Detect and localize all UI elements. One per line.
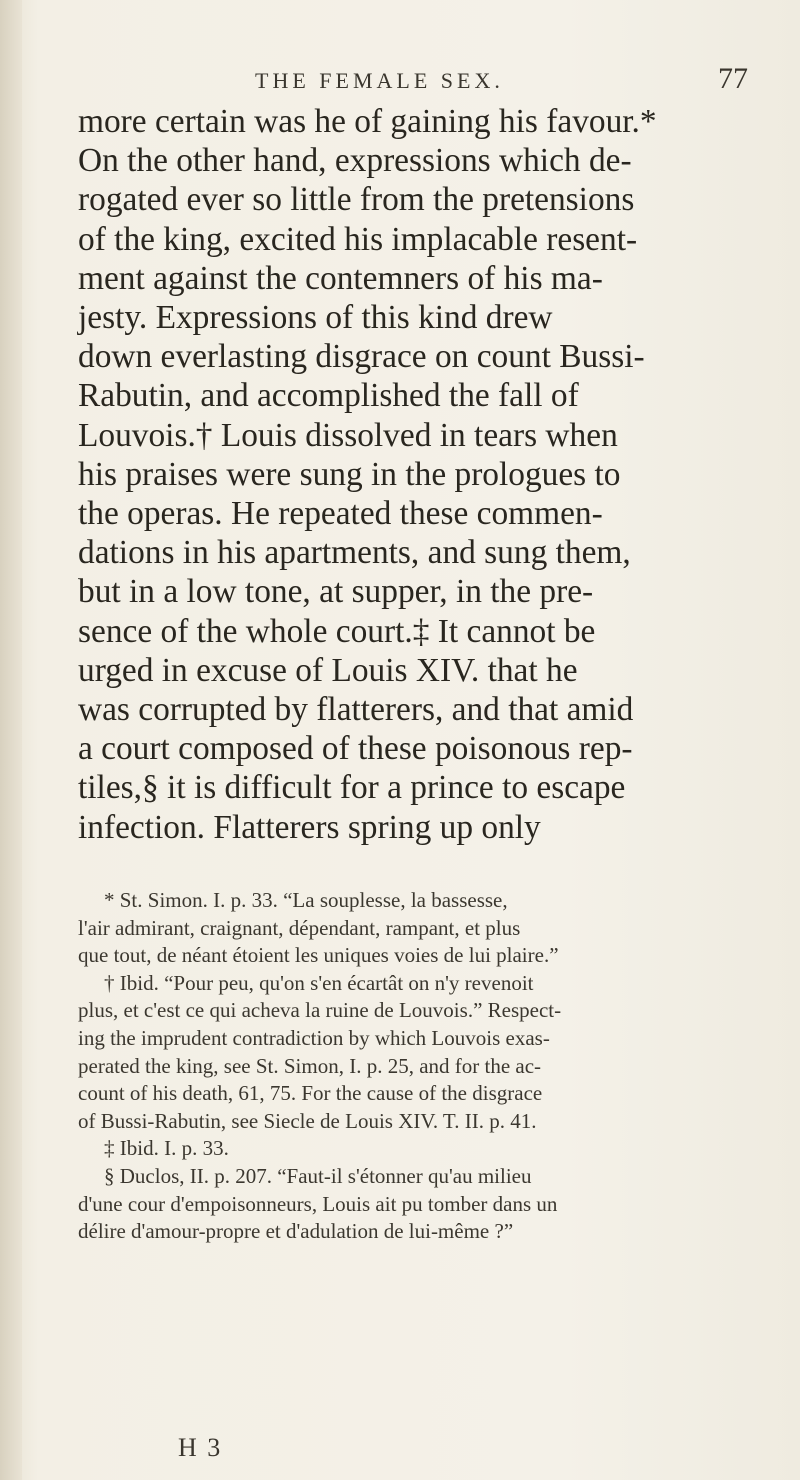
page-header [60, 62, 750, 102]
text-line: Louvois.† Louis dissolved in tears when [78, 416, 618, 454]
text-line: urged in excuse of Louis XIV. that he [78, 651, 578, 689]
text-line: down everlasting disgrace on count Bussi- [78, 338, 645, 376]
main-text [78, 102, 698, 847]
signature-mark: H 3 [178, 1433, 223, 1462]
text-line: dations in his apartments, and sung them, [78, 534, 631, 572]
text-line: Rabutin, and accomplished the fall of [78, 377, 579, 415]
text-line: his praises were sung in the prologues to [78, 455, 621, 493]
footnote-line: count of his death, 61, 75. For the cause of the disgrace [78, 1081, 543, 1106]
text-line: of the king, excited his implacable resent- [78, 220, 638, 258]
footnote-line: délire d'amour-propre et d'adulation de lui-même ?” [78, 1219, 514, 1244]
text-line: infection. Flatterers spring up only [78, 808, 541, 846]
footnote-line: perated the king, see St. Simon, I. p. 25, and for the ac- [78, 1053, 542, 1078]
text-line: the operas. He repeated these commen- [78, 495, 603, 533]
text-line: sence of the whole court.‡ It cannot be [78, 612, 596, 650]
footnote-line: d'une cour d'empoisonneurs, Louis ait pu tomber dans un [78, 1191, 558, 1216]
footnote-line: § Duclos, II. p. 207. “Faut-il s'étonner qu'au milieu [104, 1163, 532, 1188]
footnote-line: l'air admirant, craignant, dépendant, rampant, et plus [78, 915, 521, 940]
footnote-line: † Ibid. “Pour peu, qu'on s'en écartât on n'y revenoit [104, 970, 534, 995]
footnote-line: ing the imprudent contradiction by which Louvois exas- [78, 1025, 550, 1050]
text-line: jesty. Expressions of this kind drew [78, 299, 553, 337]
text-line: rogated ever so little from the pretensions [78, 181, 635, 219]
text-line: more certain was he of gaining his favour.* [78, 103, 657, 140]
page-gutter [0, 0, 22, 1480]
page-number: 77 [718, 62, 748, 95]
footnote-line: of Bussi-Rabutin, see Siecle de Louis XIV. T. II. p. 41. [78, 1108, 537, 1133]
footnote-line: que tout, de néant étoient les uniques voies de lui plaire.” [78, 943, 559, 968]
text-line: but in a low tone, at supper, in the pre- [78, 573, 594, 611]
footnotes [78, 887, 718, 1246]
footnote-line: * St. Simon. I. p. 33. “La souplesse, la bassesse, [104, 888, 508, 912]
running-head: THE FEMALE SEX. [255, 68, 504, 93]
text-line: tiles,§ it is difficult for a prince to escape [78, 769, 626, 807]
text-line: a court composed of these poisonous rep- [78, 730, 633, 768]
text-line: ment against the contemners of his ma- [78, 259, 603, 297]
text-line: On the other hand, expressions which de- [78, 142, 632, 180]
footnote-line: plus, et c'est ce qui acheva la ruine de Louvois.” Respect- [78, 998, 562, 1023]
footnote-line: ‡ Ibid. I. p. 33. [104, 1136, 229, 1161]
text-line: was corrupted by flatterers, and that amid [78, 691, 634, 729]
